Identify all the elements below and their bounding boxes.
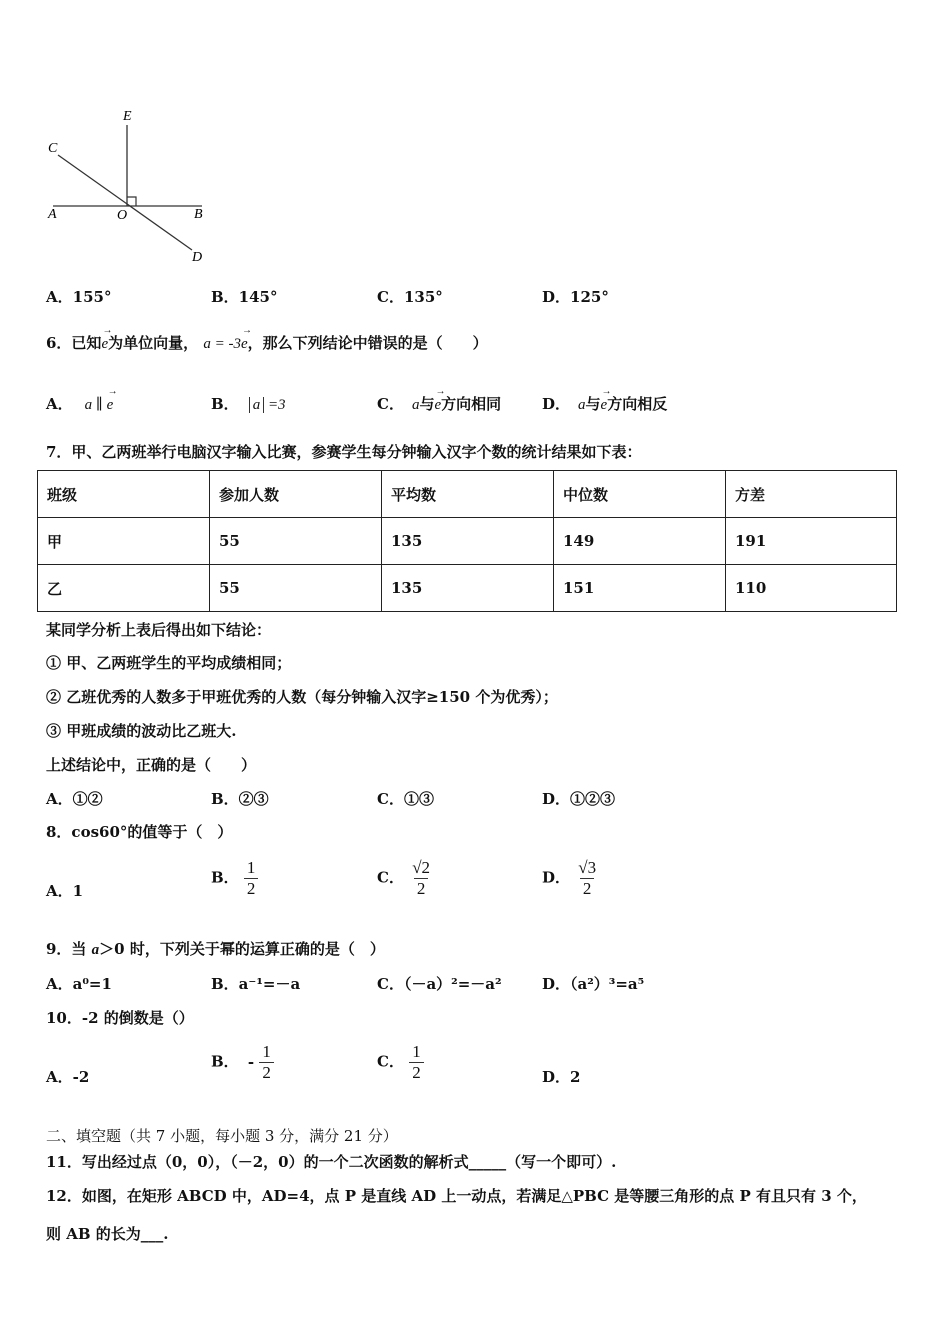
q5-option-c[interactable]: C．135° xyxy=(377,288,443,306)
q10-option-c[interactable] xyxy=(377,1042,424,1083)
q6-eq: a = -3 xyxy=(203,336,241,352)
q6-option-c[interactable] xyxy=(377,386,502,414)
q8-d-den: 2 xyxy=(580,878,595,899)
q11-text: 11．写出经过点（0，0），（－2，0）的一个二次函数的解析式_____（写一个即可）. xyxy=(46,1153,617,1171)
q7-option-b[interactable]: B．②③ xyxy=(211,790,269,808)
q6-option-a[interactable] xyxy=(46,386,118,414)
q8-b-label: B． xyxy=(211,868,239,887)
q6-stem-pre: 6．已知 xyxy=(46,334,102,352)
q7-option-a[interactable]: A．①② xyxy=(46,790,103,808)
q6-d-label: D． xyxy=(542,395,571,413)
q7-stem: 7．甲、乙两班举行电脑汉字输入比赛，参赛学生每分钟输入汉字个数的统计结果如下表： xyxy=(46,443,642,461)
q5-option-d[interactable]: D．125° xyxy=(542,288,609,306)
q12-line-1: 12．如图，在矩形 ABCD 中，AD=4，点 P 是直线 AD 上一动点，若满足△PBC 是等腰三角形的点 P 有且只有 3 个， xyxy=(46,1187,867,1205)
q10-option-b[interactable] xyxy=(211,1042,274,1083)
q10-c-den: 2 xyxy=(409,1062,424,1083)
q6-c-e-letter: e xyxy=(434,397,442,413)
q6-vec-e2: → e xyxy=(240,325,252,352)
q6-c-vec-e: → e xyxy=(434,386,446,413)
table-header-cell: 中位数 xyxy=(554,471,726,518)
q9-stem-post: ＞0 时，下列关于幂的运算正确的是（ ） xyxy=(99,940,385,958)
q9-stem-a: a xyxy=(91,942,100,958)
q7-conclusion-3: ③ 甲班成绩的波动比乙班大. xyxy=(46,722,237,740)
q9-stem xyxy=(46,938,385,959)
q6-d-mid: 与 xyxy=(585,395,601,413)
q10-b-sign: - xyxy=(247,1052,255,1071)
table-header-cell: 参加人数 xyxy=(210,471,382,518)
table-header-cell: 方差 xyxy=(726,471,897,518)
q6-option-d[interactable] xyxy=(542,386,668,414)
table-cell: 135 xyxy=(382,565,554,612)
q5-option-b[interactable]: B．145° xyxy=(211,288,278,306)
q6-a-vec-e: → e xyxy=(106,386,118,413)
table-header-cell: 班级 xyxy=(38,471,210,518)
q7-intro: 某同学分析上表后得出如下结论： xyxy=(46,621,272,639)
q6-stem xyxy=(46,325,488,353)
angle-figure xyxy=(40,100,220,270)
q9-option-b[interactable]: B．a⁻¹=－a xyxy=(211,975,301,993)
q9-option-d[interactable]: D．（a²）³=a⁵ xyxy=(542,975,645,993)
table-cell: 151 xyxy=(554,565,726,612)
table-cell: 191 xyxy=(726,518,897,565)
q9-option-a[interactable]: A．a⁰=1 xyxy=(46,975,112,993)
q7-option-d[interactable]: D．①②③ xyxy=(542,790,616,808)
q6-b-abs: a xyxy=(249,397,265,413)
table-cell: 甲 xyxy=(38,518,210,565)
q7-stats-table xyxy=(37,470,897,612)
q6-d-a: a xyxy=(578,397,586,413)
q6-c-post: 方向相同 xyxy=(441,395,502,413)
q7-conclusion-2: ② 乙班优秀的人数多于甲班优秀的人数（每分钟输入汉字≥150 个为优秀）； xyxy=(46,688,558,706)
q6-a-e-letter: e xyxy=(106,397,114,413)
q10-c-num: 1 xyxy=(412,1042,421,1061)
table-cell: 55 xyxy=(210,565,382,612)
section-2-title: 二、填空题（共 7 小题，每小题 3 分，满分 21 分） xyxy=(46,1127,398,1145)
table-cell: 110 xyxy=(726,565,897,612)
q8-b-den: 2 xyxy=(244,878,259,899)
q8-c-den: 2 xyxy=(414,878,429,899)
q6-c-a: a xyxy=(411,397,420,413)
table-cell: 135 xyxy=(382,518,554,565)
q6-vec-e: → e xyxy=(101,325,113,352)
q6-b-label: B． xyxy=(211,395,239,413)
q8-c-num: √2 xyxy=(412,858,431,877)
q6-d-vec-e: → e xyxy=(600,386,612,413)
q8-stem: 8．cos60°的值等于（ ） xyxy=(46,823,233,841)
q6-stem-post: ，那么下列结论中错误的是（ ） xyxy=(247,334,488,352)
q10-c-label: C． xyxy=(377,1052,404,1071)
table-cell: 55 xyxy=(210,518,382,565)
q10-option-a[interactable]: A．-2 xyxy=(46,1068,90,1086)
q10-stem: 10．-2 的倒数是（） xyxy=(46,1009,194,1027)
q6-d-e-letter: e xyxy=(600,397,608,413)
label-e: E xyxy=(123,109,132,124)
table-header-cell: 平均数 xyxy=(382,471,554,518)
table-row xyxy=(38,518,897,565)
q8-d-label: D． xyxy=(542,868,571,887)
q12-line-2: 则 AB 的长为___. xyxy=(46,1225,169,1243)
q6-e-letter: e xyxy=(101,336,109,352)
label-b: B xyxy=(194,207,203,222)
table-cell: 149 xyxy=(554,518,726,565)
q10-option-d[interactable]: D．2 xyxy=(542,1068,581,1086)
q10-b-label: B． xyxy=(211,1052,239,1071)
table-cell: 乙 xyxy=(38,565,210,612)
q10-b-fraction xyxy=(259,1042,274,1083)
q9-stem-pre: 9．当 xyxy=(46,940,92,958)
q7-option-c[interactable]: C．①③ xyxy=(377,790,434,808)
q6-stem-mid: 为单位向量， xyxy=(108,334,199,352)
q10-b-den: 2 xyxy=(259,1062,274,1083)
q10-c-fraction xyxy=(409,1042,424,1083)
q8-option-b[interactable] xyxy=(211,858,258,899)
q8-option-a[interactable]: A．1 xyxy=(46,882,84,900)
table-header-row xyxy=(38,471,897,518)
q6-a-label: A． xyxy=(46,395,73,413)
q6-e-letter-2: e xyxy=(240,336,248,352)
q9-option-c[interactable]: C．（－a）²=－a² xyxy=(377,975,502,993)
line-cd xyxy=(58,155,192,250)
q8-d-fraction xyxy=(575,858,599,899)
table-row xyxy=(38,565,897,612)
q6-option-b[interactable] xyxy=(211,393,286,414)
q8-c-label: C． xyxy=(377,868,404,887)
q5-option-a[interactable]: A．155° xyxy=(46,288,112,306)
q8-b-num: 1 xyxy=(246,858,256,877)
q10-b-num: 1 xyxy=(262,1042,271,1061)
q8-option-d[interactable] xyxy=(542,858,599,899)
q7-question: 上述结论中，正确的是（ ） xyxy=(46,756,257,774)
q7-conclusion-1: ① 甲、乙两班学生的平均成绩相同； xyxy=(46,654,292,672)
label-d: D xyxy=(192,250,203,265)
q8-option-c[interactable] xyxy=(377,858,433,899)
label-o: O xyxy=(117,208,128,223)
label-a: A xyxy=(48,207,57,222)
q6-d-post: 方向相反 xyxy=(607,395,668,413)
q8-b-fraction xyxy=(244,858,259,899)
q6-c-mid: 与 xyxy=(419,395,435,413)
q8-d-num: √3 xyxy=(578,858,597,877)
label-c: C xyxy=(48,141,58,156)
q6-a-expr: a ∥ xyxy=(84,397,107,413)
q8-c-fraction xyxy=(409,858,433,899)
q6-c-label: C． xyxy=(377,395,404,413)
q6-b-rest: =3 xyxy=(264,397,286,413)
